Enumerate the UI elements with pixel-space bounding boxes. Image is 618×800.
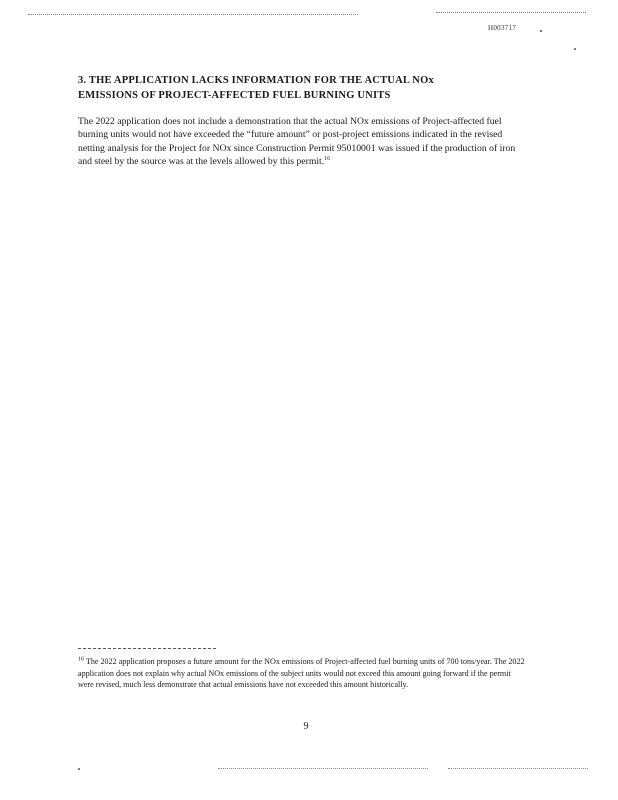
body-paragraph-text: The 2022 application does not include a demonstration that the actual NOx emissions of Project-affected fuel burning units would not have exceeded the “future amount” or post-project emissions indicated in the revised netting analysis for the Project for NOx since Construction Permit 95010001 was issued if the production of iron and steel by the source was at the levels allowed by this permit. [78, 116, 516, 168]
footnote-text: The 2022 application proposes a future amount for the NOx emissions of Project-affected fuel burning units of 700 tons/year. The 2022 application does not explain why actual NOx emissions of the subject units would not exceed this amount going forward if the permit were revised, much less demonstrate that actual emissions have not exceeded this amount historically. [78, 657, 525, 690]
footnote-separator [78, 648, 216, 649]
scan-speck [540, 30, 542, 32]
scan-artifact-bottom-right [448, 768, 588, 769]
scan-speck [574, 48, 576, 50]
footnote-reference: 16 [324, 155, 331, 162]
section-heading [78, 73, 518, 103]
section-heading-line-2: EMISSIONS OF PROJECT-AFFECTED FUEL BURNING UNITS [78, 90, 391, 101]
scan-artifact-top-right [436, 12, 586, 13]
scan-speck [78, 768, 80, 770]
body-paragraph [78, 115, 528, 169]
page-number: 9 [303, 721, 309, 732]
scan-artifact-top-left [28, 14, 358, 15]
footnote [78, 656, 528, 691]
footnote-number: 16 [78, 656, 84, 663]
scan-artifact-bottom-left [218, 768, 428, 769]
section-heading-line-1: 3. THE APPLICATION LACKS INFORMATION FOR THE ACTUAL NOx [78, 75, 434, 86]
bates-number: H003717 [488, 24, 517, 32]
